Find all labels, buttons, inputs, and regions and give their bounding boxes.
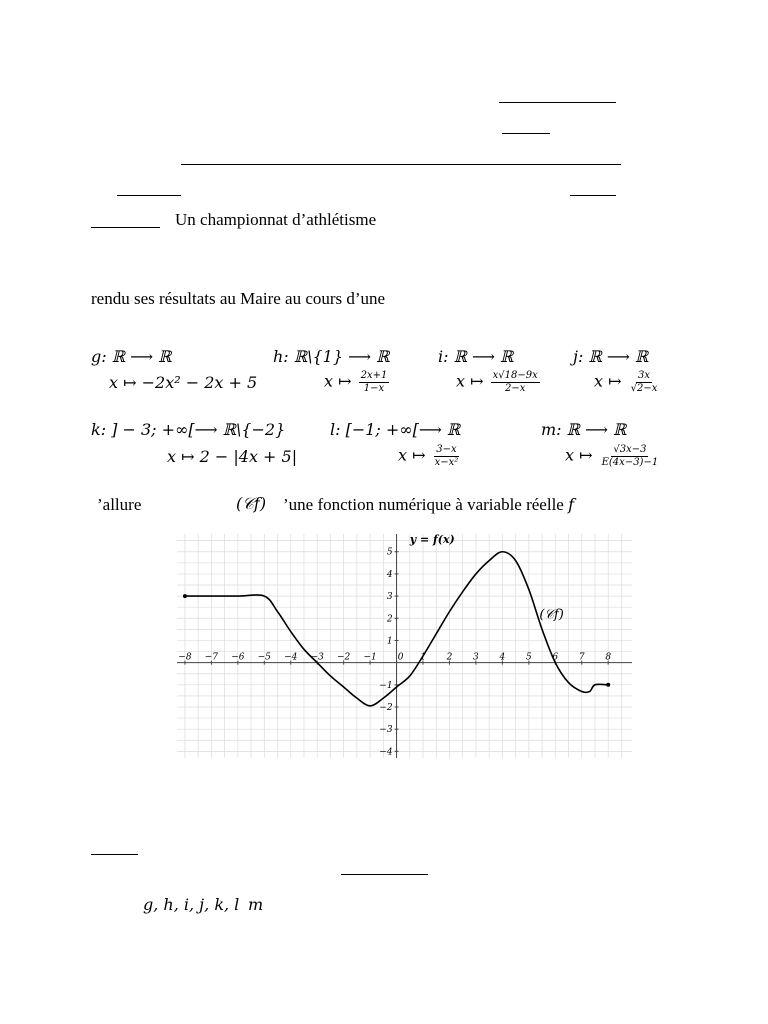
- x-tick-label: 4: [499, 652, 506, 663]
- function-m-fraction: $\frac{√3x-3}{E(4x-3)-1}$: [601, 444, 659, 468]
- y-tick-label: 2: [386, 614, 393, 625]
- curve-endpoint: [606, 683, 610, 687]
- x-tick-label: 7: [578, 652, 585, 663]
- bottom-functions-list: g, h, i, j, k, l: [143, 895, 240, 914]
- function-j-declaration: j: ℝ ⟶ ℝ: [573, 347, 649, 366]
- function-l-rule: x ↦ $\frac{3-x}{\text{x−x²}}$: [398, 444, 459, 468]
- x-tick-label: −6: [231, 652, 245, 663]
- x-tick-label: 6: [552, 652, 559, 663]
- curve-equation-label: y = f(x): [409, 534, 455, 546]
- header-separator: [181, 164, 621, 165]
- y-tick-label: −1: [379, 680, 393, 691]
- curve-endpoint: [183, 594, 187, 598]
- function-j-fraction: $\frac{3x}{√2-x}$: [630, 370, 658, 394]
- graph-caption-end: ’une fonction numérique à variable réelle f: [283, 495, 575, 514]
- y-tick-label: 1: [386, 636, 393, 647]
- graph-caption-start: ’allure: [97, 495, 142, 514]
- y-tick-label: 3: [386, 592, 393, 603]
- function-g-rule: x ↦ −2x² − 2x + 5: [109, 373, 258, 392]
- function-m-rule: x ↦ $\frac{√3x-3}{E(4x-3)-1}$: [565, 444, 659, 468]
- function-i-declaration: i: ℝ ⟶ ℝ: [438, 347, 514, 366]
- function-h-declaration: h: ℝ\{1} ⟶ ℝ: [273, 347, 390, 366]
- footer-rule-2: [341, 874, 428, 875]
- function-i-fraction: $\frac{x√18-9x}{2-x}$: [492, 370, 538, 394]
- header-rule-4: [570, 195, 616, 196]
- function-graph: [177, 534, 632, 758]
- y-tick-label: 4: [386, 569, 393, 580]
- intro-sentence: rendu ses résultats au Maire au cours d’une: [91, 289, 386, 308]
- function-h-rule: x ↦ $\frac{2x+1}{1-x}$: [324, 370, 388, 394]
- x-tick-label: 8: [605, 652, 612, 663]
- x-tick-label: 2: [446, 652, 453, 663]
- curve-name-label: (𝒞f): [539, 607, 564, 623]
- function-h-fraction: $\frac{2x+1}{1-x}$: [360, 370, 388, 394]
- x-tick-label: −7: [204, 652, 219, 663]
- exercise-rule: [91, 227, 160, 228]
- function-l-declaration: l: [−1; +∞[⟶ ℝ: [330, 420, 461, 439]
- exercise-title: Un championnat d’athlétisme: [175, 210, 377, 229]
- x-tick-label: −4: [284, 652, 298, 663]
- bottom-function-m: m: [248, 895, 264, 914]
- function-g-declaration: g: ℝ ⟶ ℝ: [91, 347, 172, 366]
- function-k-declaration: k: ] − 3; +∞[⟶ ℝ\{−2}: [91, 420, 286, 439]
- function-m-declaration: m: ℝ ⟶ ℝ: [541, 420, 627, 439]
- y-tick-label: −4: [379, 747, 393, 758]
- x-tick-label: 5: [525, 652, 532, 663]
- function-k-rule: x ↦ 2 − |4x + 5|: [167, 447, 298, 466]
- y-tick-label: −2: [379, 702, 393, 713]
- footer-rule-1: [91, 854, 138, 855]
- function-l-fraction: $\frac{3-x}{\text{x−x²}}$: [434, 444, 459, 468]
- y-tick-label: 5: [386, 547, 393, 558]
- x-tick-label: −1: [363, 652, 377, 663]
- x-tick-label: 3: [473, 652, 479, 663]
- x-tick-label: −8: [178, 652, 192, 663]
- function-j-rule: x ↦ $\frac{3x}{√2-x}$: [594, 370, 658, 394]
- header-rule-2: [502, 133, 550, 134]
- x-tick-label: −2: [337, 652, 351, 663]
- x-tick-label: −3: [310, 652, 324, 663]
- x-tick-label: 1: [420, 652, 426, 663]
- x-tick-label: 0: [397, 652, 404, 663]
- graph-caption-curve-name: (𝒞f): [236, 494, 267, 513]
- x-tick-label: −5: [257, 652, 271, 663]
- y-tick-label: −3: [379, 725, 393, 736]
- header-rule-1: [499, 102, 616, 103]
- header-rule-3: [117, 195, 181, 196]
- function-i-rule: x ↦ $\frac{x√18-9x}{2-x}$: [456, 370, 538, 394]
